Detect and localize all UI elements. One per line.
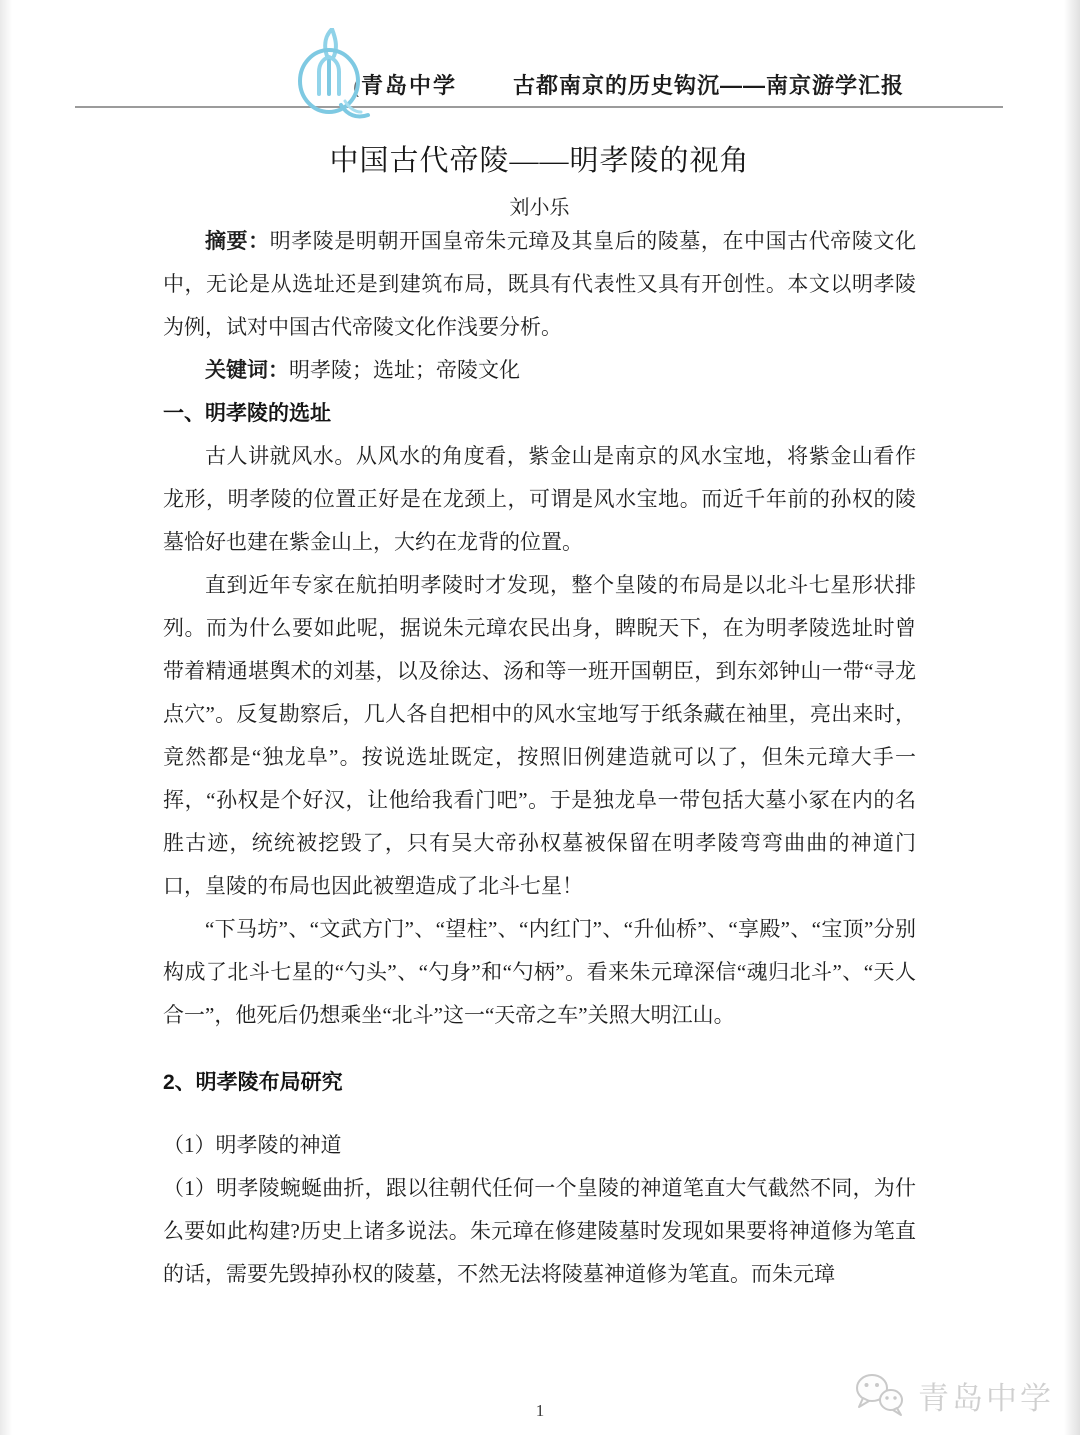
section-2-heading: 2、明孝陵布局研究 [163,1071,343,1094]
keywords-label: 关键词： [205,359,289,382]
school-logo-icon [275,28,393,122]
watermark [852,1371,1054,1419]
article-title: 中国古代帝陵——明孝陵的视角 [329,145,750,177]
keywords-text: 明孝陵；选址；帝陵文化 [289,358,520,382]
paragraph-3: “下马坊”、“文武方门”、“望柱”、“内红门”、“升仙桥”、“享殿”、“宝顶”分别构成了北斗七星的“勺头”、“勺身”和“勺柄”。看来朱元璋深信“魂归北斗”、“天人合一”，他死后仍想乘坐“北斗”这一“天帝之车”关照大明江山。 [163,917,916,1027]
subsection-1-heading: （1）明孝陵的神道 [163,1133,342,1157]
header-text [353,69,904,100]
document-body [0,138,1080,1296]
paragraph-4: （1）明孝陵蜿蜒曲折，跟以往朝代任何一个皇陵的神道笔直大气截然不同，为什么要如此构建?历史上诸多说法。朱元璋在修建陵墓时发现如果要将神道修为笔直的话，需要先毁掉孙权的陵墓，不然无法将陵墓神道修为笔直。而朱元璋 [163,1176,916,1286]
page-number: 1 [535,1401,545,1420]
header-stray-mark: ( [353,77,359,97]
abstract-paragraph [163,220,916,349]
keywords-line [163,349,916,392]
watermark-text: 青岛中学 [918,1380,1054,1416]
page-header [75,0,1003,108]
article-author: 刘小乐 [509,197,570,219]
paragraph-2: 直到近年专家在航拍明孝陵时才发现，整个皇陵的布局是以北斗七星形状排列。而为什么要如此呢，据说朱元璋农民出身，睥睨天下，在为明孝陵选址时曾带着精通堪舆术的刘基，以及徐达、汤和等一班开国朝臣，到东郊钟山一带“寻龙点穴”。反复勘察后，几人各自把相中的风水宝地写于纸条藏在袖里，亮出来时，竟然都是“独龙阜”。按说选址既定，按照旧例建造就可以了，但朱元璋大手一挥，“孙权是个好汉，让他给我看门吧”。于是独龙阜一带包括大墓小冢在内的名胜古迹，统统被挖毁了，只有吴大帝孙权墓被保留在明孝陵弯弯曲曲的神道门口，皇陵的布局也因此被塑造成了北斗七星！ [163,573,916,898]
abstract-label: 摘要： [205,230,270,253]
report-header-title: 古都南京的历史钩沉——南京游学汇报 [513,73,905,98]
wechat-icon [852,1371,908,1419]
section-1-heading: 一、明孝陵的选址 [163,402,331,425]
paragraph-1: 古人讲就风水。从风水的角度看，紫金山是南京的风水宝地，将紫金山看作龙形，明孝陵的位置正好是在龙颈上，可谓是风水宝地。而近千年前的孙权的陵墓恰好也建在紫金山上，大约在龙背的位置。 [163,444,916,554]
school-name: 青岛中学 [361,73,458,98]
abstract-text: 明孝陵是明朝开国皇帝朱元璋及其皇后的陵墓，在中国古代帝陵文化中，无论是从选址还是到建筑布局，既具有代表性又具有开创性。本文以明孝陵为例，试对中国古代帝陵文化作浅要分析。 [163,229,916,339]
